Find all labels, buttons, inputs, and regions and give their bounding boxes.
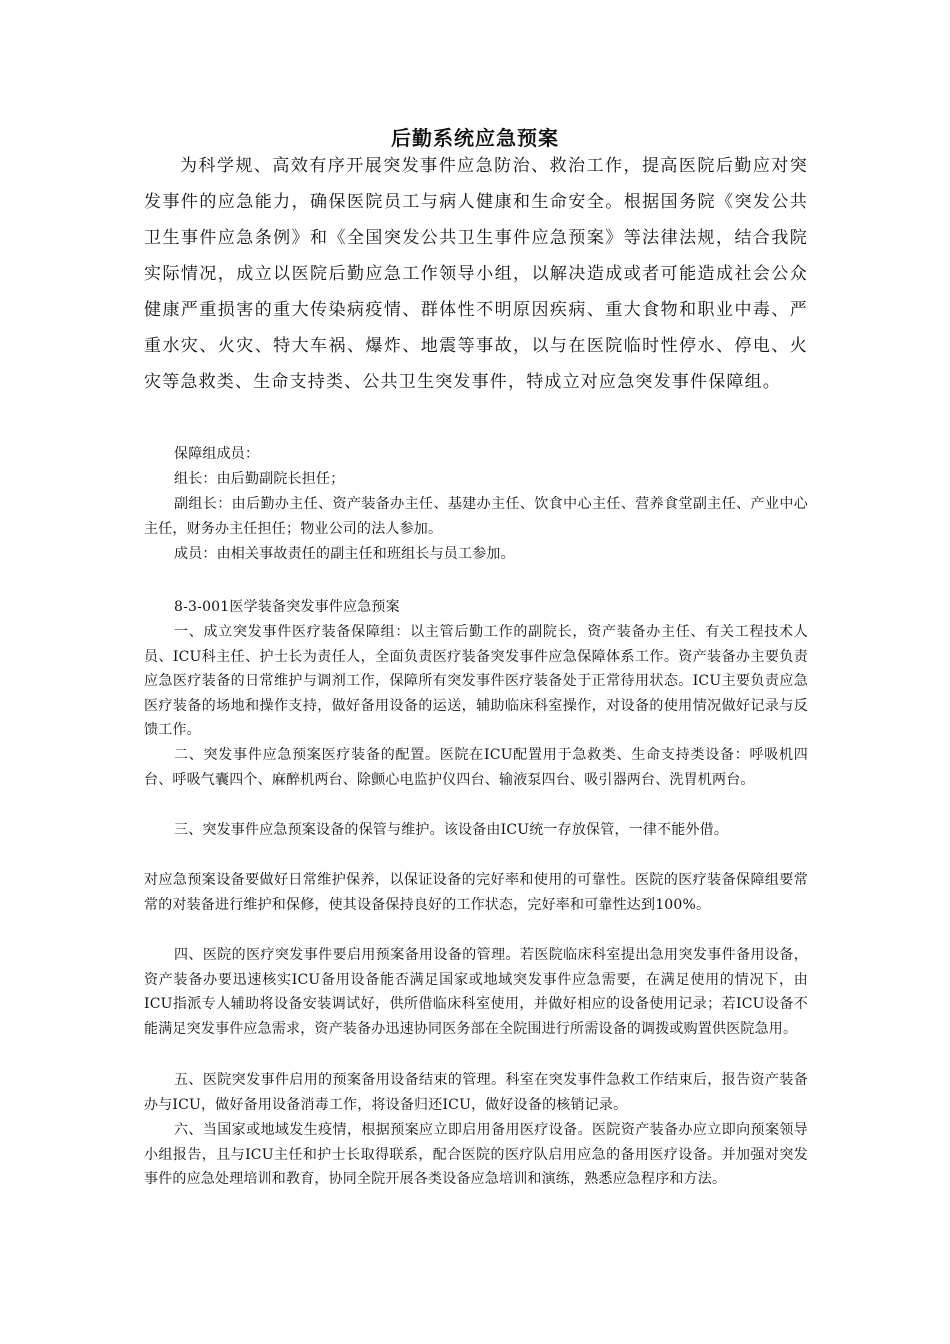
plan-paragraph-4: 四、医院的医疗突发事件要启用预案备用设备的管理。若医院临床科室提出急用突发事件备用设备，资产装备办要迅速核实ICU备用设备能否满足国家或地域突发事件应急需要，在满足使用的情况下，由ICU指派专人辅助将设备安装调试好，供所借临床科室使用，并做好相应的设备使用记录；若ICU设备不能满足突发事件应急需求，资产装备办迅速协同医务部在全院围进行所需设备的调拨或购置供医院急用。 bbox=[144, 947, 808, 1037]
intro-paragraph: 为科学规、高效有序开展突发事件应急防治、救治工作，提高医院后勤应对突发事件的应急能力，确保医院员工与病人健康和生命安全。根据国务院《突发公共卫生事件应急条例》和《全国突发公共卫生事件应急预案》等法律法规，结合我院实际情况，成立以医院后勤应急工作领导小组，以解决造成或者可能造成社会公众健康严重损害的重大传染病疫情、群体性不明原因疾病、重大食物和职业中毒、严重水灾、火灾、特大车祸、爆炸、地震等事故，以与在医院临时性停水、停电、火灾等急救类、生命支持类、公共卫生突发事件，特成立对应急突发事件保障组。 bbox=[144, 156, 808, 392]
plan-paragraph-6: 六、当国家或地域发生疫情，根据预案应立即启用备用医疗设备。医院资产装备办应立即向预案领导小组报告，且与ICU主任和护士长取得联系，配合医院的医疗队启用应急的备用医疗设备。并加强对突发事件的应急处理培训和教育，协同全院开展各类设备应急培训和演练，熟悉应急程序和方法。 bbox=[144, 1122, 808, 1187]
plan-paragraph-1: 一、成立突发事件医疗装备保障组：以主管后勤工作的副院长，资产装备办主任、有关工程技术人员、ICU科主任、护士长为责任人，全面负责医疗装备突发事件应急保障体系工作。资产装备办主要负责应急医疗装备的日常维护与调剂工作，保障所有突发事件医疗装备处于正常待用状态。ICU主要负责应急医疗装备的场地和操作支持，做好备用设备的运送，辅助临床科室操作，对设备的使用情况做好记录与反馈工作。 bbox=[144, 624, 808, 738]
plan-paragraph-3b: 对应急预案设备要做好日常维护保养，以保证设备的完好率和使用的可靠性。医院的医疗装备保障组要常常的对装备进行维护和保修，使其设备保持良好的工作状态，完好率和可靠性达到100%。 bbox=[144, 872, 808, 913]
members-deputy: 副组长：由后勤办主任、资产装备办主任、基建办主任、饮食中心主任、营养食堂副主任、产业中心主任，财务办主任担任；物业公司的法人参加。 bbox=[144, 496, 808, 537]
members-staff: 成员：由相关事故责任的副主任和班组长与员工参加。 bbox=[174, 546, 515, 562]
plan-paragraph-5: 五、医院突发事件启用的预案备用设备结束的管理。科室在突发事件急救工作结束后，报告资产装备办与ICU，做好备用设备消毒工作，将设备归还ICU，做好设备的核销记录。 bbox=[144, 1072, 808, 1113]
plan-paragraph-3: 三、突发事件应急预案设备的保管与维护。该设备由ICU统一存放保管，一律不能外借。 bbox=[174, 822, 729, 838]
plan-code-title: 8-3-001医学装备突发事件应急预案 bbox=[174, 599, 400, 615]
document-title: 后勤系统应急预案 bbox=[391, 126, 559, 150]
members-leader: 组长：由后勤副院长担任； bbox=[174, 471, 345, 487]
members-heading: 保障组成员： bbox=[174, 446, 260, 462]
plan-paragraph-2: 二、突发事件应急预案医疗装备的配置。医院在ICU配置用于急救类、生命支持类设备：呼吸机四台、呼吸气囊四个、麻醉机两台、除颤心电监护仪四台、输液泵四台、吸引器两台、洗胃机两台。 bbox=[144, 747, 808, 788]
